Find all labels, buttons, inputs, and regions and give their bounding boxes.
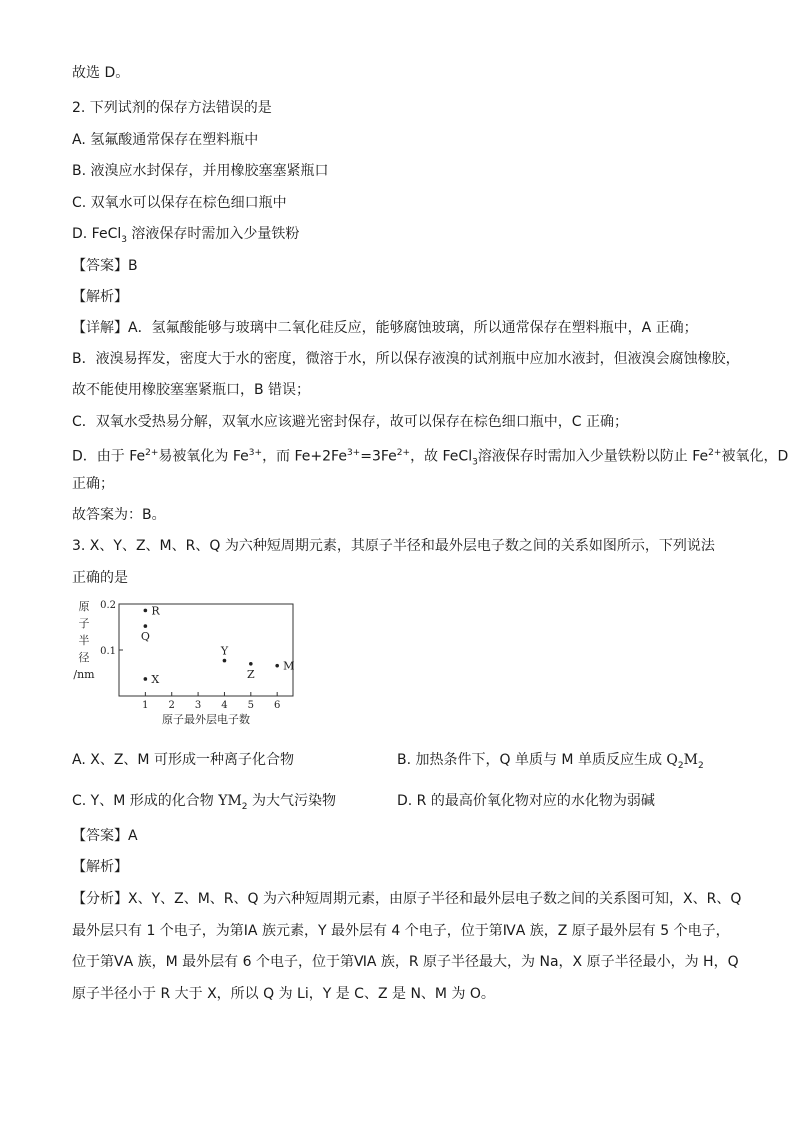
q2-option-d-sub: 3 bbox=[121, 234, 127, 245]
point-label-z: Z bbox=[246, 667, 255, 681]
point-x bbox=[144, 677, 148, 681]
q3-fenxi-2: 最外层只有 1 个电子，为第ⅠA 族元素，Y 最外层有 4 个电子，位于第ⅣA 族，Z 原子最外层有 5 个电子， bbox=[72, 923, 730, 939]
point-m bbox=[275, 664, 279, 668]
answer-value: A bbox=[128, 828, 138, 844]
q2-detail-d2: 正确； bbox=[72, 476, 114, 492]
detail-d-sup: 2+ bbox=[396, 448, 411, 458]
detail-d-sup: 2+ bbox=[708, 448, 722, 458]
point-label-r: R bbox=[151, 604, 160, 618]
answer-value: B bbox=[128, 258, 138, 274]
y-axis-label: 子 bbox=[78, 617, 90, 630]
formula: Q bbox=[666, 752, 678, 768]
y-axis-label: 原 bbox=[78, 600, 90, 613]
radius-chart bbox=[72, 596, 304, 730]
y-axis-label: 半 bbox=[78, 634, 90, 647]
detail-d-text: D．由于 Fe bbox=[72, 448, 146, 465]
point-label-m: M bbox=[283, 659, 295, 673]
detail-d-sup: 2+ bbox=[145, 448, 159, 458]
answer-label: 【答案】 bbox=[72, 828, 128, 844]
formula-sub: 2 bbox=[241, 801, 248, 812]
point-label-x: X bbox=[151, 672, 160, 686]
x-tick-label: 6 bbox=[273, 700, 281, 711]
fenxi-label: 【分析】 bbox=[72, 891, 128, 907]
formula: M bbox=[683, 752, 698, 768]
q2-analysis-label: 【解析】 bbox=[72, 289, 128, 305]
q2-detail-d bbox=[72, 443, 788, 472]
q3-analysis-label: 【解析】 bbox=[72, 859, 128, 875]
y-tick-label: 0.1 bbox=[100, 646, 116, 657]
detail-d-text: ，故 FeCl bbox=[410, 448, 473, 465]
detail-d-text: =3Fe bbox=[360, 448, 397, 465]
previous-conclusion: 故选 D。 bbox=[72, 65, 130, 81]
detail-d-sub: 3 bbox=[472, 457, 478, 468]
y-axis-label: /nm bbox=[73, 668, 95, 681]
q2-option-c: C. 双氧水可以保存在棕色细口瓶中 bbox=[72, 195, 287, 211]
option-b-text: B. 加热条件下，Q 单质与 M 单质反应生成 bbox=[397, 752, 667, 768]
option-c-text: C. Y、M 形成的化合物 bbox=[72, 793, 219, 809]
detail-a-text: A．氢氟酸能够与玻璃中二氧化硅反应，能够腐蚀玻璃，所以通常保存在塑料瓶中，A 正确； bbox=[128, 320, 698, 336]
option-c-text: 为大气污染物 bbox=[247, 793, 336, 809]
y-tick-label: 0.2 bbox=[100, 600, 116, 611]
detail-d-text: ，而 Fe+2Fe bbox=[262, 448, 347, 465]
x-tick-label: 3 bbox=[194, 700, 202, 711]
detail-d-text: 溶液保存时需加入少量铁粉以防止 Fe bbox=[477, 448, 709, 465]
q3-fenxi-4: 原子半径小于 R 大于 X，所以 Q 为 Li，Y 是 C、Z 是 N、M 为 O。 bbox=[72, 986, 495, 1002]
q2-option-d-suffix: 溶液保存时需加入少量铁粉 bbox=[126, 226, 300, 242]
q3-answer bbox=[72, 826, 138, 846]
x-tick-label: 1 bbox=[142, 700, 149, 711]
q2-detail-b2: 故不能使用橡胶塞塞紧瓶口，B 错误； bbox=[72, 382, 311, 398]
detail-d-text: 被氧化，D bbox=[721, 448, 789, 465]
formula: YM bbox=[218, 793, 242, 809]
detail-d-text: 易被氧化为 Fe bbox=[158, 448, 249, 465]
point-q bbox=[144, 624, 148, 628]
q2-stem: 2. 下列试剂的保存方法错误的是 bbox=[72, 100, 272, 116]
q3-stem-1: 3. X、Y、Z、M、R、Q 为六种短周期元素，其原子半径和最外层电子数之间的关系如图所示，下列说法 bbox=[72, 538, 715, 554]
q2-option-b: B. 液溴应水封保存，并用橡胶塞塞紧瓶口 bbox=[72, 163, 329, 179]
q2-detail-a bbox=[72, 318, 698, 338]
point-z bbox=[249, 662, 253, 666]
formula-sub: 2 bbox=[677, 760, 684, 771]
q3-option-d: D. R 的最高价氧化物对应的水化物为弱碱 bbox=[397, 793, 655, 809]
y-axis-label: 径 bbox=[78, 651, 90, 664]
fenxi-text: X、Y、Z、M、R、Q 为六种短周期元素，由原子半径和最外层电子数之间的关系图可知，X、R、Q bbox=[128, 891, 742, 907]
q3-option-a: A. X、Z、M 可形成一种离子化合物 bbox=[72, 752, 294, 768]
q2-option-d bbox=[72, 224, 299, 250]
q2-option-a: A. 氢氟酸通常保存在塑料瓶中 bbox=[72, 132, 259, 148]
formula-sub: 2 bbox=[697, 760, 704, 771]
q3-option-b bbox=[397, 750, 704, 776]
q3-fenxi-1 bbox=[72, 889, 741, 909]
detail-d-sup: 3+ bbox=[346, 448, 361, 458]
point-label-q: Q bbox=[140, 630, 150, 644]
q3-stem-2: 正确的是 bbox=[72, 570, 128, 586]
point-r bbox=[144, 609, 148, 613]
q2-detail-b1: B．液溴易挥发，密度大于水的密度，微溶于水，所以保存液溴的试剂瓶中应加水液封，但液溴会腐蚀橡胶， bbox=[72, 351, 740, 367]
x-axis-label: 原子最外层电子数 bbox=[162, 713, 250, 726]
q2-detail-c: C．双氧水受热易分解，双氧水应该避光密封保存，故可以保存在棕色细口瓶中，C 正确； bbox=[72, 414, 628, 430]
q2-conclusion: 故答案为：B。 bbox=[72, 507, 166, 523]
detail-d-sup: 3+ bbox=[248, 448, 263, 458]
point-label-y: Y bbox=[220, 644, 229, 658]
point-y bbox=[223, 659, 227, 663]
x-tick-label: 5 bbox=[247, 700, 255, 711]
q3-option-c bbox=[72, 791, 336, 817]
detail-label: 【详解】 bbox=[72, 320, 128, 336]
x-tick-label: 2 bbox=[168, 700, 175, 711]
plot-frame bbox=[119, 604, 293, 696]
x-tick-label: 4 bbox=[221, 700, 228, 711]
q3-fenxi-3: 位于第ⅤA 族，M 最外层有 6 个电子，位于第ⅥA 族，R 原子半径最大，为 Na，X 原子半径最小，为 H，Q bbox=[72, 954, 739, 970]
answer-label: 【答案】 bbox=[72, 258, 128, 274]
q2-option-d-prefix: D. FeCl bbox=[72, 226, 122, 242]
q2-answer bbox=[72, 256, 138, 276]
